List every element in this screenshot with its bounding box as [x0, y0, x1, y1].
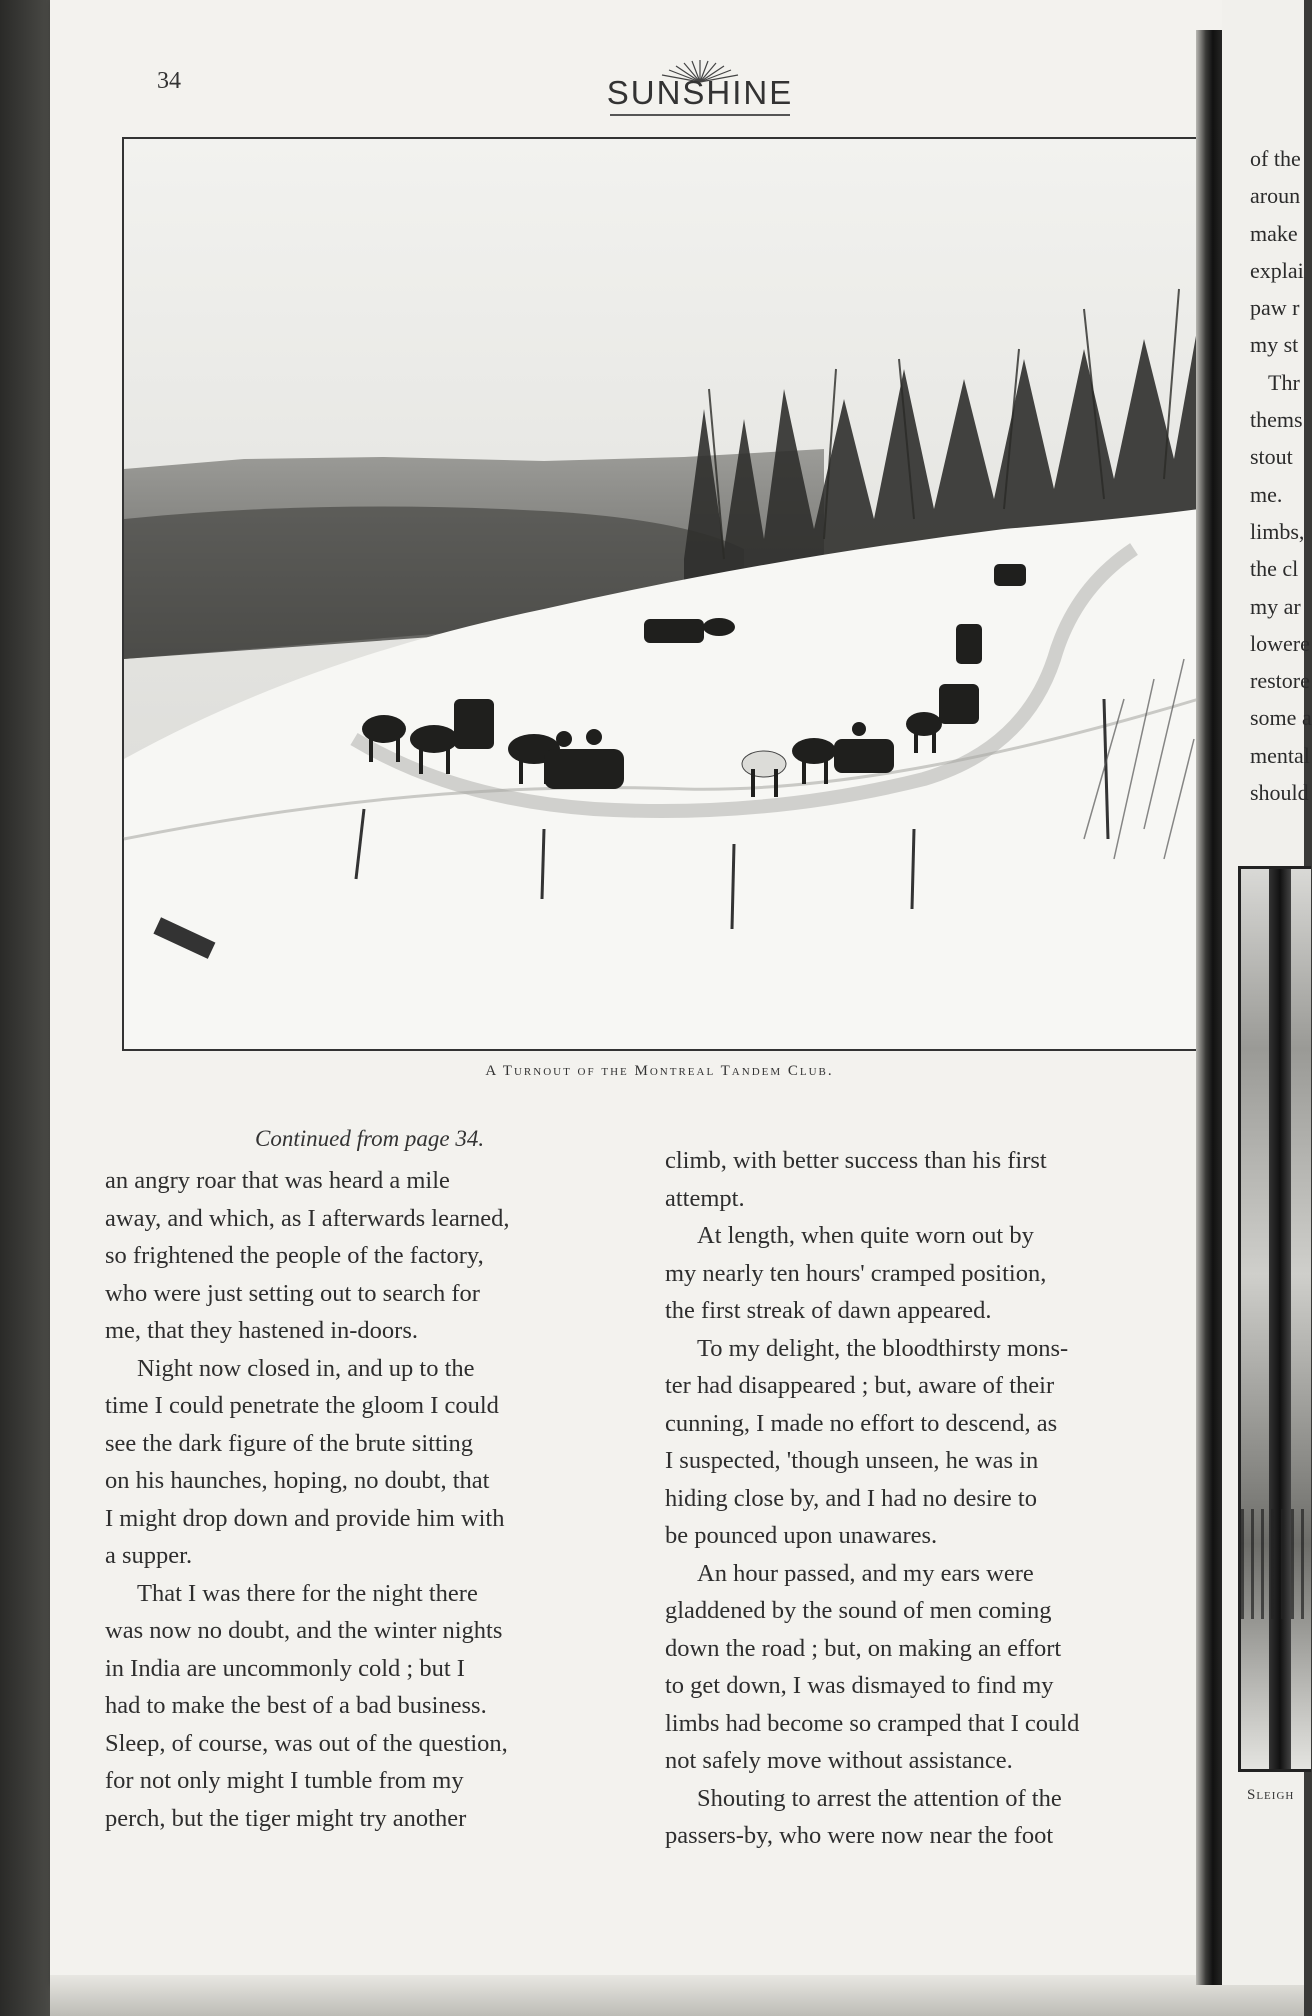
continued-from-note: Continued from page 34.: [255, 1126, 485, 1151]
text-line: my st: [1250, 332, 1299, 358]
text-line: gladdened by the sound of men coming: [665, 1597, 1052, 1624]
right-column: [665, 1142, 1195, 1855]
masthead-title: SUNSHINE: [606, 74, 794, 111]
text-line: At length, when quite worn out by: [697, 1222, 1034, 1249]
text-line: Sleep, of course, was out of the question,: [105, 1729, 508, 1757]
text-line: Thr: [1268, 369, 1300, 395]
text-line: my ar: [1250, 593, 1301, 619]
text-line: of the: [1250, 146, 1301, 171]
tandem-club-photo: [122, 137, 1201, 1051]
text-line: limbs had become so cramped that I could: [665, 1709, 1080, 1737]
text-line: restore: [1250, 668, 1310, 694]
text-line: aroun: [1250, 183, 1301, 209]
text-line: a supper.: [105, 1542, 193, 1569]
text-line: That I was there for the night there: [137, 1579, 478, 1607]
text-line: perch, but the tiger might try another: [105, 1804, 467, 1832]
text-line: away, and which, as I afterwards learned,: [105, 1204, 510, 1232]
facing-page-caption: Sleigh: [1247, 1787, 1295, 1803]
page-bottom-shade: [50, 1975, 1304, 2016]
text-line: Shouting to arrest the attention of the: [697, 1784, 1062, 1812]
text-line: in India are uncommonly cold ; but I: [105, 1654, 465, 1682]
text-line: stout: [1250, 444, 1293, 470]
tree-trunk: [1269, 869, 1291, 1769]
text-line: ter had disappeared ; but, aware of their: [665, 1372, 1055, 1399]
text-line: on his haunches, hoping, no doubt, that: [105, 1467, 490, 1494]
text-line: An hour passed, and my ears were: [697, 1559, 1034, 1587]
text-line: time I could penetrate the gloom I could: [105, 1392, 499, 1419]
text-line: cunning, I made no effort to descend, as: [665, 1409, 1058, 1437]
masthead-rule: [610, 114, 790, 116]
text-line: Night now closed in, and up to the: [137, 1354, 475, 1382]
text-line: down the road ; but, on making an effort: [665, 1634, 1062, 1662]
text-line: limbs,: [1250, 518, 1305, 544]
scan-edge-left: [0, 0, 50, 2016]
book-gutter: [1196, 30, 1224, 1985]
text-line: had to make the best of a bad business.: [105, 1692, 487, 1719]
text-line: explai: [1250, 257, 1304, 283]
facing-page-text: [1250, 140, 1310, 811]
text-line: me.: [1250, 481, 1283, 507]
photo-caption: A Turnout of the Montreal Tandem Club.: [485, 1063, 834, 1079]
facing-page-photo: [1238, 866, 1311, 1772]
text-line: for not only might I tumble from my: [105, 1767, 464, 1794]
text-line: should: [1250, 780, 1309, 806]
text-line: not safely move without assistance.: [665, 1747, 1013, 1774]
text-line: attempt.: [665, 1184, 745, 1212]
text-line: make: [1250, 220, 1298, 246]
text-line: To my delight, the bloodthirsty mons-: [697, 1334, 1069, 1362]
text-line: to get down, I was dismayed to find my: [665, 1672, 1054, 1699]
masthead: [600, 58, 800, 116]
text-line: be pounced upon unawares.: [665, 1522, 938, 1549]
iron-railing: [1241, 1509, 1311, 1619]
text-line: my nearly ten hours' cramped position,: [665, 1259, 1047, 1287]
text-line: me, that they hastened in-doors.: [105, 1317, 418, 1344]
text-line: so frightened the people of the factory,: [105, 1242, 484, 1269]
text-line: the cl: [1250, 556, 1299, 582]
text-line: some a: [1250, 705, 1312, 731]
text-line: paw r: [1250, 295, 1300, 321]
page-number: 34: [157, 68, 181, 94]
text-line: who were just setting out to search for: [105, 1279, 480, 1307]
text-line: an angry roar that was heard a mile: [105, 1167, 450, 1194]
text-line: see the dark figure of the brute sitting: [105, 1429, 474, 1457]
text-line: hiding close by, and I had no desire to: [665, 1484, 1037, 1512]
text-line: I might drop down and provide him with: [105, 1504, 505, 1532]
text-line: thems: [1250, 407, 1303, 433]
text-line: the first streak of dawn appeared.: [665, 1297, 992, 1324]
text-line: lowere: [1250, 630, 1310, 656]
text-line: mental: [1250, 742, 1310, 768]
text-line: I suspected, 'though unseen, he was in: [665, 1447, 1039, 1474]
text-line: was now no doubt, and the winter nights: [105, 1617, 503, 1644]
left-column: [105, 1162, 645, 1837]
text-line: passers-by, who were now near the foot: [665, 1822, 1054, 1849]
text-line: climb, with better success than his first: [665, 1147, 1047, 1174]
winter-landscape-image: [124, 139, 1199, 1049]
